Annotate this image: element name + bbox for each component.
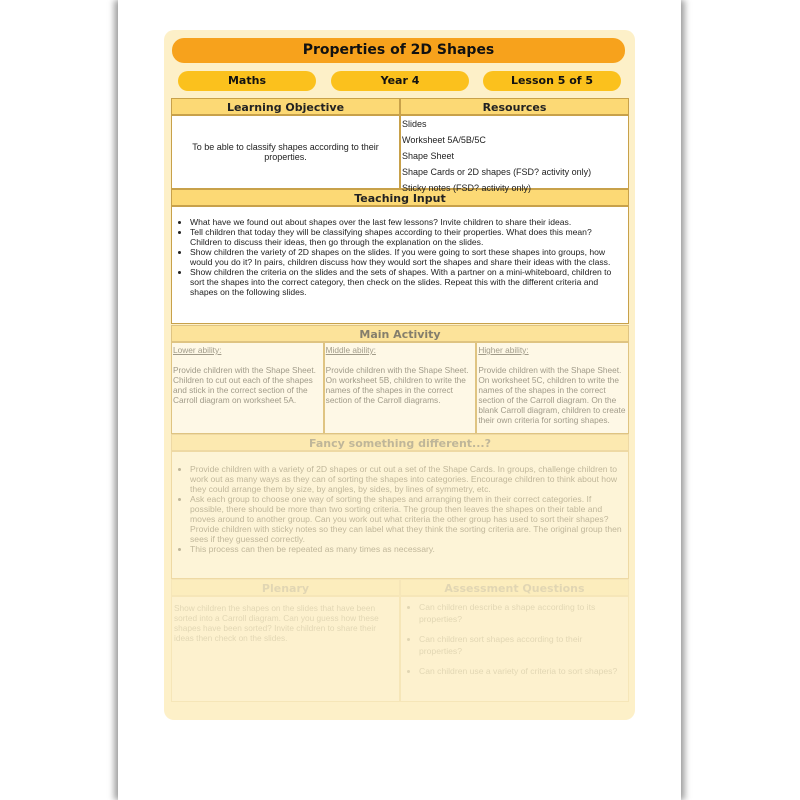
main-activity-section	[171, 325, 629, 434]
list-item: • Provide children with a variety of 2D shapes or cut out a set of the Shape Cards. In groups, challenge children to work out as many ways as they can of sorting the shapes into categories. Encourage children to think about how they could arrange them by size, by angles, by sides, by lines of symmetry, etc.	[190, 464, 622, 494]
lesson-plan-table	[171, 98, 629, 702]
objective-resources-header-row	[171, 98, 629, 115]
learning-objective-cell	[171, 115, 400, 189]
list-item: • Can children use a variety of criteria to sort shapes?	[419, 665, 622, 677]
middle-ability-cell	[324, 342, 477, 434]
plenary-heading: Plenary	[171, 579, 400, 596]
list-item: • Ask each group to choose one way of sorting the shapes and arranging them in their correct categories. If possible, there should be more than two sorting criteria. The group then leaves the shapes on their table and moves around to another group. Can you work out what criteria the other group has used to sort their shapes? Provide children with sticky notes so they can label what they think the sorting criteria are. The original group then sees if they guessed correctly.	[190, 494, 622, 544]
list-item: • Tell children that today they will be classifying shapes according to their properties. What does this mean? Children to discuss their ideas, then go through the explanation on the slides.	[190, 227, 622, 247]
list-item: • Can children describe a shape according to its properties?	[419, 601, 622, 625]
assessment-cell	[400, 596, 629, 702]
learning-objective-heading: Learning Objective	[171, 98, 400, 115]
higher-ability-text: Provide children with the Shape Sheet. On worksheet 5C, children to write the names of the shapes in the correct section of the Carroll diagram. On the blank Carroll diagram, children to create their own criteria for sorting shapes.	[478, 365, 626, 425]
lesson-badge: Lesson 5 of 5	[483, 71, 621, 91]
learning-objective-text: To be able to classify shapes according to their properties.	[192, 142, 379, 162]
list-item: • This process can then be repeated as many times as necessary.	[190, 544, 622, 554]
lower-ability-text: Provide children with the Shape Sheet. Children to cut out each of the shapes and stick in the correct section of the Carroll diagram on worksheet 5A.	[173, 365, 316, 405]
resource-item: Slides	[402, 119, 427, 129]
plenary-cell	[171, 596, 400, 702]
list-item: • Show children the variety of 2D shapes on the slides. If you were going to sort these shapes into groups, how would you do it? In pairs, children discuss how they would sort the shapes and share their ideas with the class.	[190, 247, 622, 267]
higher-ability-cell	[476, 342, 629, 434]
resource-item: Worksheet 5A/5B/5C	[402, 135, 486, 145]
subject-badge: Maths	[178, 71, 316, 91]
different-cell	[171, 451, 629, 579]
resources-cell	[400, 115, 629, 193]
page-title: Properties of 2D Shapes	[172, 38, 625, 63]
different-section	[171, 434, 629, 579]
resource-item: Shape Sheet	[402, 151, 455, 161]
different-heading: Fancy something different...?	[171, 434, 629, 451]
plenary-assessment-row	[171, 596, 629, 702]
different-list	[172, 460, 628, 558]
year-badge: Year 4	[331, 71, 469, 91]
resource-item: Sticky notes (FSD? activity only)	[402, 183, 532, 193]
list-item: • Show children the criteria on the slides and the sets of shapes. With a partner on a mini-whiteboard, children to sort the shapes into the correct category, then check on the slides. Repeat this with the different criteria and shapes on the following slides.	[190, 267, 622, 297]
resources-heading: Resources	[400, 98, 629, 115]
lower-ability-label: Lower ability:	[173, 345, 222, 355]
assessment-list	[401, 597, 628, 681]
resource-item: Shape Cards or 2D shapes (FSD? activity only)	[402, 167, 592, 177]
teaching-input-heading: Teaching Input	[171, 189, 629, 206]
list-item: • What have we found out about shapes over the last few lessons? Invite children to share their ideas.	[190, 217, 622, 227]
assessment-heading: Assessment Questions	[400, 579, 629, 596]
teaching-input-cell	[171, 206, 629, 324]
main-activity-row	[171, 342, 629, 434]
middle-ability-text: Provide children with the Shape Sheet. On worksheet 5B, children to write the names of the shapes in the correct section of the Carroll diagrams.	[325, 365, 469, 405]
plenary-assessment-header-row	[171, 579, 629, 596]
middle-ability-label: Middle ability:	[325, 345, 376, 355]
objective-resources-row	[171, 115, 629, 193]
list-item: • Can children sort shapes according to their properties?	[419, 633, 622, 657]
main-activity-heading: Main Activity	[171, 325, 629, 342]
plenary-assessment-section	[171, 579, 629, 702]
higher-ability-label: Higher ability:	[478, 345, 529, 355]
plenary-text: Show children the shapes on the slides that have been sorted into a Carroll diagram. Can you guess how these shapes have been sorted? Invite children to share their ideas then check on the slides.	[174, 603, 379, 643]
lower-ability-cell	[171, 342, 324, 434]
teaching-input-list	[172, 213, 628, 301]
